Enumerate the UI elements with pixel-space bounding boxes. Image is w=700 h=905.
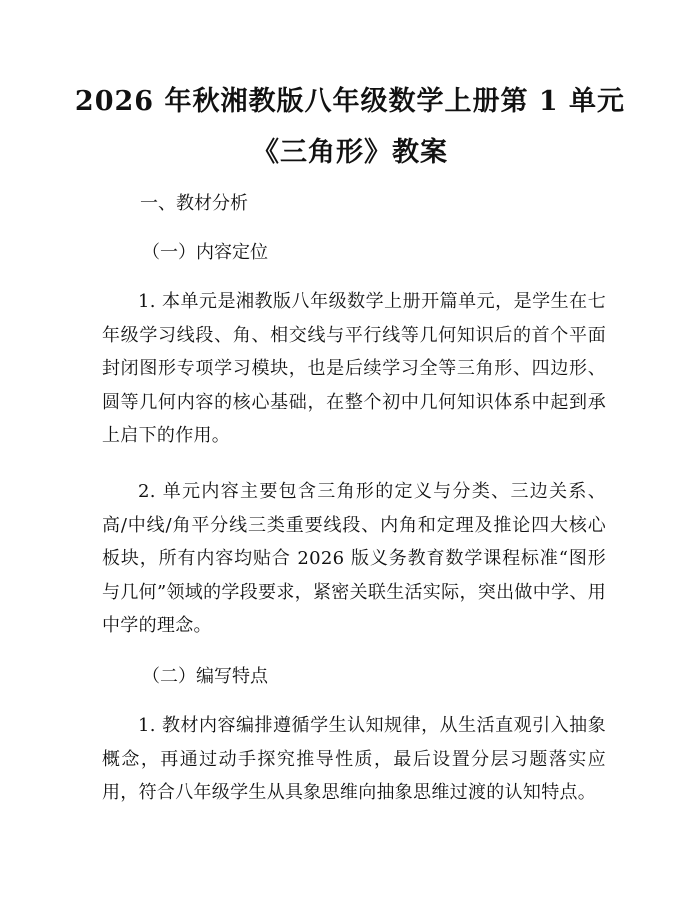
document-title-line-2: 《三角形》教案 xyxy=(252,137,448,168)
document-title-line-1: 2026 年秋湘教版八年级数学上册第 1 单元 xyxy=(74,86,626,117)
paragraph-content-positioning-1: 1. 本单元是湘教版八年级数学上册开篇单元，是学生在七年级学习线段、角、相交线与平行线等几何知识后的首个平面封闭图形专项学习模块，也是后续学习全等三角形、四边形、圆等几何内容的核心基础，在整个初中几何知识体系中起到承上启下的作用。 xyxy=(102,291,606,447)
section-heading-textbook-analysis: 一、教材分析 xyxy=(140,193,248,214)
subsection-heading-writing-features: （二）编写特点 xyxy=(142,666,268,687)
paragraph-writing-features-1: 1. 教材内容编排遵循学生认知规律，从生活直观引入抽象概念，再通过动手探究推导性质，最后设置分层习题落实应用，符合八年级学生从具象思维向抽象思维过渡的认知特点。 xyxy=(102,715,606,804)
subsection-heading-content-positioning: （一）内容定位 xyxy=(142,242,268,263)
paragraph-content-positioning-2: 2. 单元内容主要包含三角形的定义与分类、三边关系、高/中线/角平分线三类重要线段、内角和定理及推论四大核心板块，所有内容均贴合 2026 版义务教育数学课程标准“图形与几何”领域的学段要求，紧密关联生活实际，突出做中学、用中学的理念。 xyxy=(102,481,606,637)
